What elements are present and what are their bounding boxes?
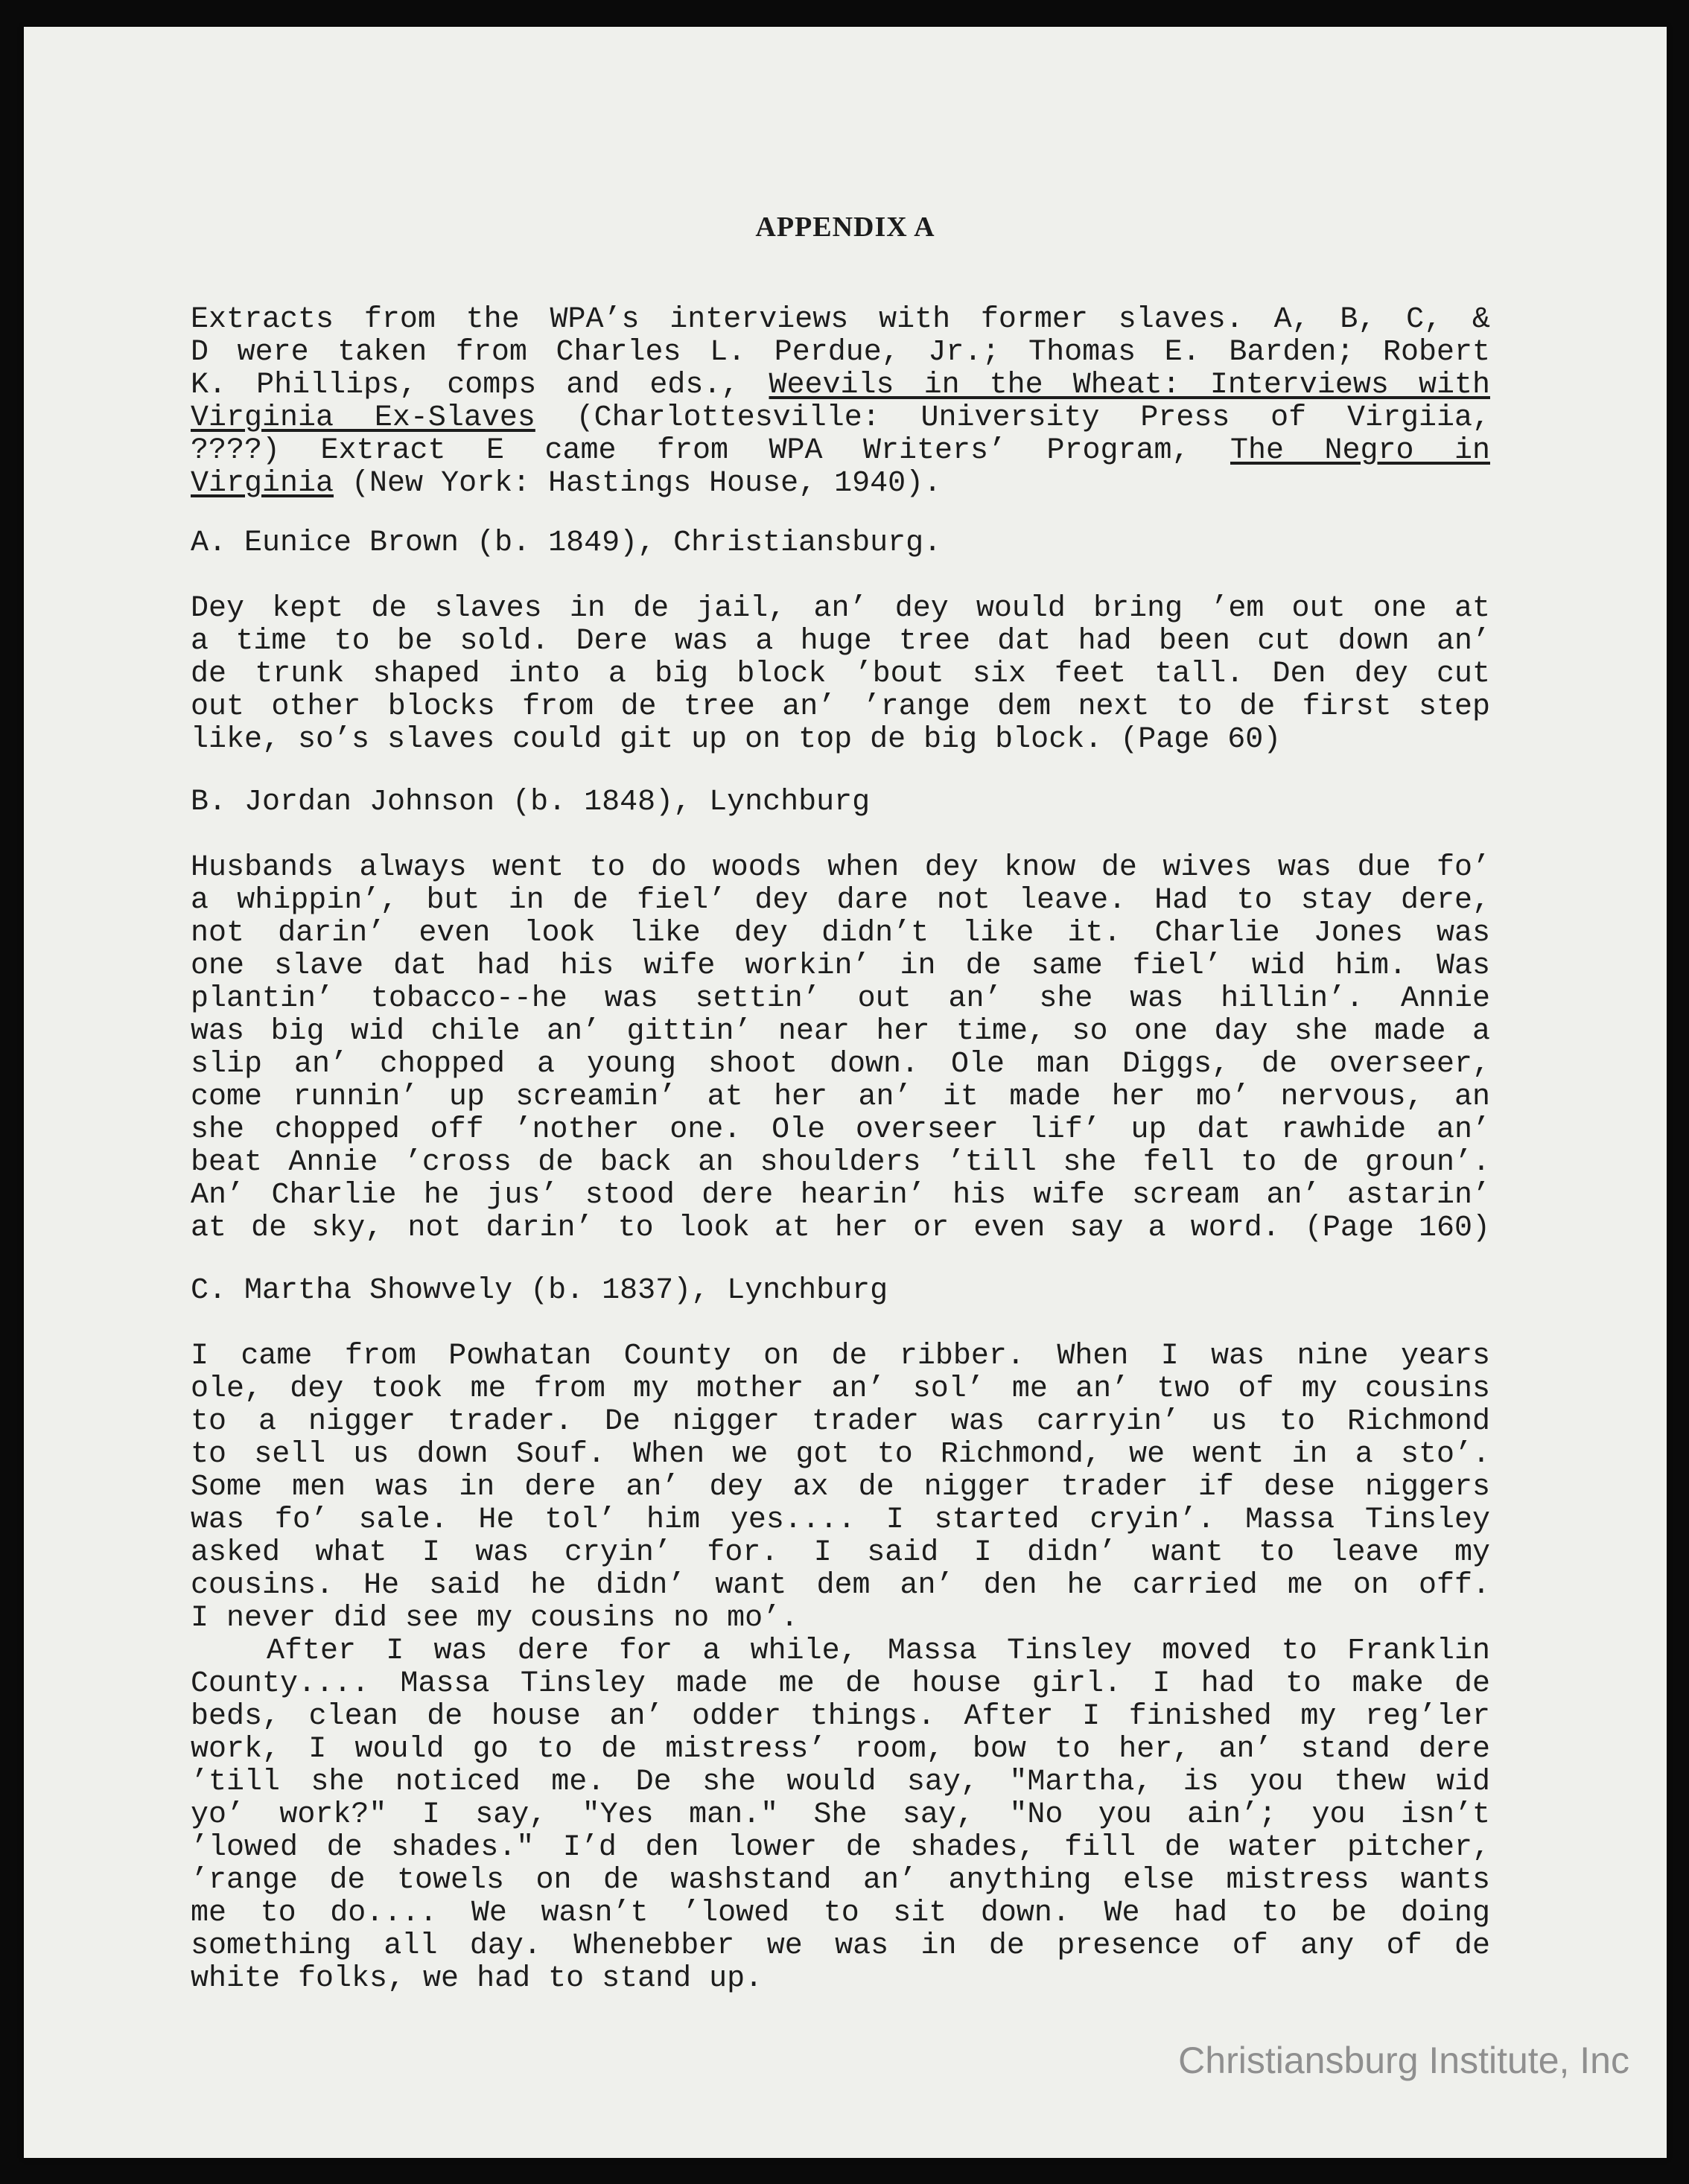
paragraph-line: beat Annie ’cross de back an shoulders ’till she fell to de groun’. — [191, 1146, 1490, 1179]
paragraph-line: Some men was in dere an’ dey ax de nigger trader if dese niggers — [191, 1471, 1490, 1504]
intro-line — [191, 402, 1490, 435]
paragraph-line: ole, dey took me from my mother an’ sol’ me an’ two of my cousins — [191, 1372, 1490, 1406]
paragraph-line: to sell us down Souf. When we got to Richmond, we went in a sto’. — [191, 1438, 1490, 1471]
book-title: Weevils in the Wheat: Interviews with — [769, 369, 1490, 402]
section-a-paragraph — [191, 593, 1490, 757]
paragraph-line: not darin’ even look like dey didn’t like it. Charlie Jones was — [191, 917, 1490, 950]
section-heading: C. Martha Showvely (b. 1837), Lynchburg — [191, 1274, 888, 1308]
section-b-heading-block — [191, 786, 1490, 819]
paragraph-line: yo’ work?" I say, "Yes man." She say, "No you ain’; you isn’t — [191, 1798, 1490, 1832]
section-b-paragraph — [191, 852, 1490, 1245]
paragraph-line: I never did see my cousins no mo’. — [191, 1602, 799, 1635]
paragraph-line: cousins. He said he didn’ want dem an’ den he carried me on off. — [191, 1569, 1490, 1602]
paragraph-line: plantin’ tobacco--he was settin’ out an’ she was hillin’. Annie — [191, 982, 1490, 1016]
paragraph-line: a whippin’, but in de fiel’ dey dare not leave. Had to stay dere, — [191, 884, 1490, 917]
paragraph-line: County.... Massa Tinsley made me de house girl. I had to make de — [191, 1667, 1490, 1701]
paragraph-line: white folks, we had to stand up. — [191, 1962, 763, 1996]
book-title: Virginia — [191, 467, 334, 500]
intro-text: K. Phillips, comps and eds., — [191, 369, 739, 402]
intro-text: ????) Extract E came from WPA Writers’ Program, — [191, 434, 1190, 468]
paragraph-line: was big wid chile an’ gittin’ near her time, so one day she made a — [191, 1015, 1490, 1048]
intro-text: (New York: Hastings House, 1940). — [352, 467, 942, 500]
paragraph-line: Husbands always went to do woods when dey know de wives was due fo’ — [191, 851, 1490, 885]
paragraph-line: ’till she noticed me. De she would say, "Martha, is you thew wid — [191, 1766, 1490, 1799]
paragraph-line: beds, clean de house an’ odder things. After I finished my reg’ler — [191, 1700, 1490, 1733]
section-heading: A. Eunice Brown (b. 1849), Christiansburg. — [191, 526, 942, 560]
paragraph-line: work, I would go to de mistress’ room, bow to her, an’ stand dere — [191, 1733, 1490, 1766]
book-title: The Negro in — [1230, 434, 1490, 468]
intro-paragraph — [191, 304, 1490, 500]
paragraph-line: she chopped off ’nother one. Ole overseer lif’ up dat rawhide an’ — [191, 1113, 1490, 1147]
book-title: Virginia Ex-Slaves — [191, 401, 535, 435]
paragraph-line: one slave dat had his wife workin’ in de same fiel’ wid him. Was — [191, 949, 1490, 983]
paragraph-line: at de sky, not darin’ to look at her or even say a word. (Page 160) — [191, 1212, 1490, 1245]
paragraph-line: was fo’ sale. He tol’ him yes.... I started cryin’. Massa Tinsley — [191, 1503, 1490, 1537]
paragraph-line: a time to be sold. Dere was a huge tree dat had been cut down an’ — [191, 625, 1490, 658]
intro-text: (Charlottesville: University Press of Virgiia, — [576, 401, 1490, 435]
paragraph-line: something all day. Whenebber we was in de presence of any of de — [191, 1929, 1490, 1963]
paragraph-line: asked what I was cryin’ for. I said I didn’ want to leave my — [191, 1536, 1490, 1570]
intro-line — [191, 468, 1490, 500]
intro-line: Extracts from the WPA’s interviews with former slaves. A, B, C, & — [191, 303, 1490, 337]
paragraph-line: Dey kept de slaves in de jail, an’ dey would bring ’em out one at — [191, 592, 1490, 625]
paragraph-line: me to do.... We wasn’t ’lowed to sit down. We had to be doing — [191, 1897, 1490, 1930]
paragraph-line: ’lowed de shades." I’d den lower de shades, fill de water pitcher, — [191, 1831, 1490, 1865]
intro-line: D were taken from Charles L. Perdue, Jr.; Thomas E. Barden; Robert — [191, 336, 1490, 369]
paragraph-line: slip an’ chopped a young shoot down. Ole man Diggs, de overseer, — [191, 1048, 1490, 1081]
paragraph-line: An’ Charlie he jus’ stood dere hearin’ his wife scream an’ astarin’ — [191, 1179, 1490, 1212]
intro-line — [191, 435, 1490, 468]
paragraph-line: come runnin’ up screamin’ at her an’ it made her mo’ nervous, an — [191, 1080, 1490, 1114]
page-title: APPENDIX A — [755, 211, 935, 243]
section-a-heading-block — [191, 527, 1490, 560]
paragraph-line: After I was dere for a while, Massa Tinsley moved to Franklin — [267, 1634, 1490, 1668]
intro-line — [191, 369, 1490, 402]
document-page — [24, 27, 1667, 2158]
paragraph-line: de trunk shaped into a big block ’bout six feet tall. Den dey cut — [191, 658, 1490, 691]
section-c-heading-block — [191, 1275, 1490, 1308]
section-heading: B. Jordan Johnson (b. 1848), Lynchburg — [191, 786, 871, 819]
paragraph-line: to a nigger trader. De nigger trader was carryin’ us to Richmond — [191, 1405, 1490, 1439]
paragraph-line: ’range de towels on de washstand an’ anything else mistress wants — [191, 1864, 1490, 1897]
watermark: Christiansburg Institute, Inc — [1178, 2040, 1629, 2081]
paragraph-line: I came from Powhatan County on de ribber. When I was nine years — [191, 1340, 1490, 1373]
section-c-paragraph — [191, 1340, 1490, 1996]
paragraph-line: like, so’s slaves could git up on top de big block. (Page 60) — [191, 723, 1282, 757]
paragraph-line: out other blocks from de tree an’ ’range dem next to de first step — [191, 690, 1490, 724]
